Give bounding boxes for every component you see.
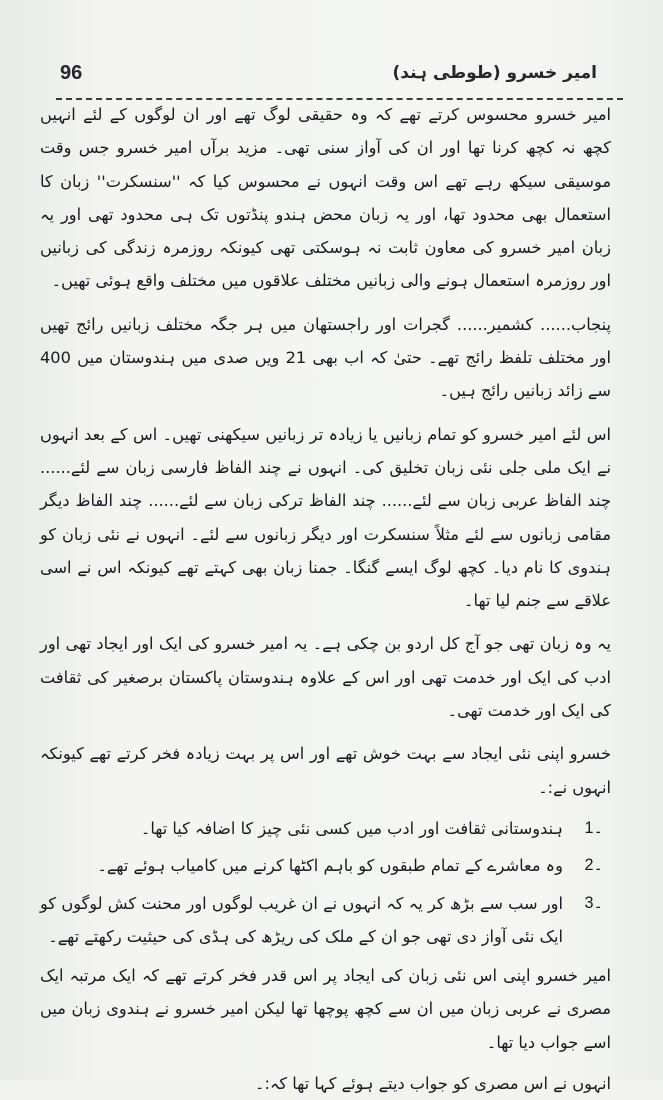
page-header [40, 58, 623, 92]
running-title: امیر خسرو (طوطی ہند) [392, 63, 597, 83]
paragraph: انہوں نے اس مصری کو جواب دیتے ہوئے کہا تھا کہ:۔ [255, 1074, 611, 1094]
list-number: 1۔ [584, 818, 603, 837]
page-number: 96 [60, 62, 83, 84]
list-item-text: وہ معاشرے کے تمام طبقوں کو باہم اکٹھا کرنے میں کامیاب ہوئے تھے۔ [97, 856, 563, 876]
list-item-text: ہندوستانی ثقافت اور ادب میں کسی نئی چیز کا اضافہ کیا تھا۔ [140, 818, 563, 838]
paragraph: امیر خسرو محسوس کرتے تھے کہ وہ حقیقی لوگ تھے اور ان لوگوں کے لئے انہیں کچھ نہ کچھ کرنا تھا اور ان کی آواز سنی تھی۔ مزید برآں امیر خسرو جس وقت موسیقی سیکھ رہے تھے اس وقت انہوں نے محسوس کیا کہ ''سنسکرت'' زبان کا استعمال بھی محدود تھا، اور یہ زبان محض ہندو پنڈتوں تک ہی محدود تھی اور یہ زبان امیر خسرو کی معاون ثابت نہ ہوسکتی تھی کیونکہ روزمرہ زندگی کی زبانیں اور روزمرہ استعمال ہونے والی زبانیں مختلف علاقوں میں مختلف واقع ہوئی تھیں۔ [40, 105, 611, 291]
list-item [40, 812, 611, 845]
list-number: 2۔ [584, 856, 603, 875]
page-body [40, 98, 611, 1094]
paragraph: اس لئے امیر خسرو کو تمام زبانیں یا زیادہ تر زبانیں سیکھنی تھیں۔ اس کے بعد انہوں نے ایک ملی جلی نئی زبان تخلیق کی۔ انہوں نے چند الفاظ فارسی زبان سے لئے...... چند الفاظ عربی زبان سے لئے...... چند الفاظ ترکی زبان سے لئے...... چند الفاظ دیگر مقامی زبانوں سے لئے مثلاً سنسکرت اور دیگر زبانوں سے لئے۔ انہوں نے نئی زبان کو ہندوی کا نام دیا۔ کچھ لوگ ایسے گنگا۔ جمنا زبان بھی کہتے تھے کیونکہ اس نے اسی علاقے سے جنم لیا تھا۔ [40, 424, 611, 611]
list-item [40, 887, 611, 954]
list-number: 3۔ [584, 893, 603, 912]
paragraph: پنجاب...... کشمیر...... گجرات اور راجستھان میں ہر جگہ مختلف زبانیں رائج تھیں اور مختلف تلفظ رائج تھے۔ حتیٰ کہ اب بھی 21 ویں صدی میں ہندوستان میں 400 سے زائد زبانیں رائج ہیں۔ [40, 314, 611, 401]
paragraph: امیر خسرو اپنی اس نئی زبان کی ایجاد پر اس قدر فخر کرتے تھے کہ ایک مرتبہ ایک مصری نے عربی زبان میں ان سے کچھ پوچھا تھا لیکن امیر خسرو نے ہندوی زبان میں اسے جواب دیا تھا۔ [40, 966, 611, 1052]
paragraph: یہ وہ زبان تھی جو آج کل اردو بن چکی ہے۔ یہ امیر خسرو کی ایک اور ایجاد تھی اور ادب کی ایک اور خدمت تھی اور اس کے علاوہ ہندوستان پاکستان برصغیر کی ثقافت کی ایک اور خدمت تھی۔ [40, 634, 611, 721]
paragraph: خسرو اپنی نئی ایجاد سے بہت خوش تھے اور اس پر بہت زیادہ فخر کرتے تھے کیونکہ انہوں نے:۔ [40, 744, 611, 797]
numbered-list [40, 812, 611, 953]
list-item [40, 849, 611, 882]
list-item-text: اور سب سے بڑھ کر یہ کہ انہوں نے ان غریب لوگوں اور محنت کش لوگوں کو ایک نئی آواز دی تھی جو ان کے ملک کی ریڑھ کی ہڈی کی حیثیت رکھتے تھے۔ [40, 893, 563, 946]
